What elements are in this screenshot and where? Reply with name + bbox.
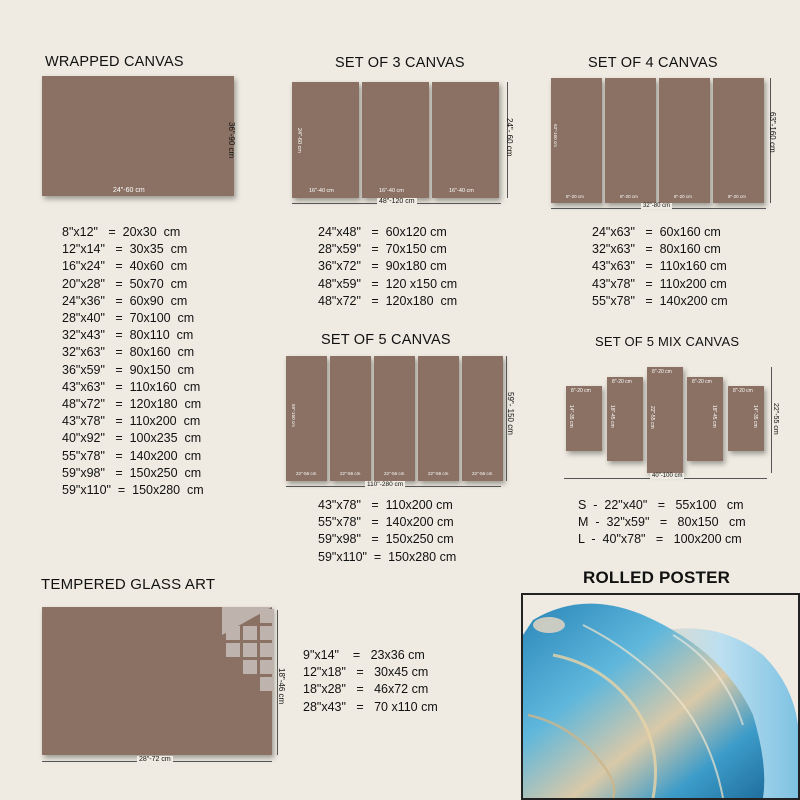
set-of-3-panel-width-label: 16"-40 cm: [309, 188, 334, 194]
size-row: 16"x24" = 40x60 cm: [62, 259, 188, 274]
set-of-4-panel-width-label: 8"-20 cm: [620, 194, 638, 199]
size-row: 28"x59" = 70x150 cm: [318, 242, 447, 257]
wrapped-canvas-height-label: 36"-90 cm: [227, 122, 236, 159]
size-row: 59"x110" = 150x280 cm: [62, 483, 204, 498]
size-row: 36"x59" = 90x150 cm: [62, 362, 195, 377]
set-of-5-title: SET OF 5 CANVAS: [321, 332, 451, 348]
tempered-glass-title: TEMPERED GLASS ART: [41, 576, 216, 593]
set-of-4-panel: [551, 78, 602, 203]
set-of-5-total-height: 59"- 150 cm: [506, 392, 515, 435]
rolled-poster-image: [521, 593, 800, 800]
set-of-5-mix-total-width: 40"-100 cm: [652, 473, 683, 479]
size-row: 24"x36" = 60x90 cm: [62, 293, 188, 308]
size-row: 28"x40" = 70x100 cm: [62, 311, 195, 326]
rolled-poster-marble-art: [523, 595, 798, 798]
set-of-4-panel-height-label: 63"-160 cm: [553, 124, 558, 147]
set-of-5-panel: [374, 356, 415, 481]
set-of-5-mix-size-list: [578, 497, 746, 549]
set-of-4-size-list: [592, 224, 728, 310]
size-row: 24"x48" = 60x120 cm: [318, 225, 447, 239]
size-row: 32"x63" = 80x160 cm: [62, 345, 195, 360]
set-of-5-mix-title: SET OF 5 MIX CANVAS: [595, 334, 740, 349]
size-row: 48"x72" = 120x180 cm: [62, 397, 202, 412]
set-of-5-mix-panel-width-label: 8"-20 cm: [652, 369, 672, 375]
size-row: L - 40"x78" = 100x200 cm: [578, 532, 742, 547]
set-of-5-mix-panel-height-label: 18"-45 cm: [609, 405, 615, 428]
set-of-5-total-width: 110"-280 cm: [367, 481, 404, 488]
tempered-glass-width-label: 28"-72 cm: [139, 756, 171, 763]
size-row: 59"x110" = 150x280 cm: [318, 549, 457, 564]
size-row: 48"x59" = 120 x150 cm: [318, 276, 458, 291]
set-of-3-total-height: 24"- 60 cm: [505, 118, 514, 157]
tempered-glass-height-label: 18"-46 cm: [277, 668, 286, 705]
size-row: 59"x98" = 150x250 cm: [62, 465, 202, 480]
size-row: 43"x63" = 110x160 cm: [592, 259, 727, 274]
set-of-5-panel-width-label: 22"-56 cm: [296, 471, 317, 476]
set-of-5-panel-width-label: 22"-56 cm: [472, 471, 493, 476]
size-row: 55"x78" = 140x200 cm: [592, 293, 728, 308]
set-of-4-panel-width-label: 8"-20 cm: [566, 194, 584, 199]
rolled-poster-title: ROLLED POSTER: [583, 568, 731, 587]
set-of-5-mix-panel-height-label: 14"-35 cm: [568, 404, 574, 428]
size-row: 55"x78" = 140x200 cm: [62, 448, 202, 463]
set-of-5-mix-panel-width-label: 8"-20 cm: [692, 379, 712, 385]
size-row: S - 22"x40" = 55x100 cm: [578, 498, 744, 512]
set-of-5-panel-height-label: 59"-150 cm: [291, 404, 296, 427]
set-of-3-size-list: [318, 224, 457, 310]
set-of-5-mix-panel-height-label: 22"-55 cm: [649, 406, 655, 429]
size-row: 36"x72" = 90x180 cm: [318, 259, 447, 274]
set-of-5-mix-panel-height-label: 14"-35 cm: [752, 404, 758, 428]
set-of-5-size-list: [318, 497, 456, 566]
set-of-3-title: SET OF 3 CANVAS: [335, 55, 465, 71]
set-of-3-panel-height-label: 24"-60 cm: [296, 128, 302, 153]
size-row: 43"x78" = 110x200 cm: [318, 498, 453, 512]
set-of-4-panel: [605, 78, 656, 203]
set-of-5-mix-panel-width-label: 8"-20 cm: [733, 388, 753, 394]
size-row: 43"x78" = 110x200 cm: [62, 414, 201, 429]
set-of-4-title: SET OF 4 CANVAS: [588, 55, 718, 71]
size-row: 55"x78" = 140x200 cm: [318, 515, 454, 530]
size-row: 8"x12" = 20x30 cm: [62, 225, 181, 239]
set-of-4-panel-width-label: 8"-20 cm: [674, 194, 692, 199]
size-row: 43"x63" = 110x160 cm: [62, 379, 201, 394]
set-of-5-mix-panel: [728, 386, 764, 451]
set-of-3-panel-width-label: 16"-40 cm: [379, 188, 404, 194]
size-row: 9"x14" = 23x36 cm: [303, 648, 425, 662]
size-row: 28"x43" = 70 x110 cm: [303, 699, 438, 714]
set-of-4-panel: [713, 78, 764, 203]
set-of-5-mix-panel-width-label: 8"-20 cm: [571, 388, 591, 394]
set-of-5-mix-total-height: 22"-55 cm: [772, 403, 779, 435]
wrapped-canvas-size-list: [62, 224, 204, 499]
set-of-3-panel: [292, 82, 359, 198]
set-of-3-total-width: 48"-120 cm: [379, 198, 415, 205]
set-of-3-panel: [362, 82, 429, 198]
size-row: 24"x63" = 60x160 cm: [592, 225, 721, 239]
size-row: 43"x78" = 110x200 cm: [592, 276, 727, 291]
set-of-5-panel-width-label: 22"-56 cm: [384, 471, 405, 476]
wrapped-canvas-title: WRAPPED CANVAS: [45, 54, 184, 70]
size-row: 18"x28" = 46x72 cm: [303, 682, 429, 697]
set-of-5-mix-panel-height-label: 18"-45 cm: [711, 405, 717, 428]
wrapped-canvas-width-label: 24"-60 cm: [113, 187, 145, 194]
size-row: 20"x28" = 50x70 cm: [62, 276, 188, 291]
set-of-3-panel: [432, 82, 499, 198]
set-of-3-panel-width-label: 16"-40 cm: [449, 188, 474, 194]
size-row: 59"x98" = 150x250 cm: [318, 532, 454, 547]
size-row: M - 32"x59" = 80x150 cm: [578, 515, 746, 530]
set-of-5-panel: [418, 356, 459, 481]
set-of-4-total-width: 32"-80 cm: [643, 203, 671, 209]
size-row: 48"x72" = 120x180 cm: [318, 293, 458, 308]
set-of-5-panel-width-label: 22"-56 cm: [340, 471, 361, 476]
set-of-5-panel-width-label: 22"-56 cm: [428, 471, 449, 476]
set-of-4-panel-width-label: 8"-20 cm: [728, 194, 746, 199]
tempered-glass-size-list: [303, 647, 438, 716]
set-of-5-panel: [330, 356, 371, 481]
glass-reflection-corner: [222, 607, 272, 635]
size-row: 40"x92" = 100x235 cm: [62, 431, 202, 446]
size-row: 12"x18" = 30x45 cm: [303, 665, 429, 680]
set-of-5-mix-panel: [687, 377, 723, 461]
size-row: 32"x43" = 80x110 cm: [62, 328, 194, 343]
wrapped-canvas-panel: [42, 76, 234, 196]
size-row: 32"x63" = 80x160 cm: [592, 242, 721, 257]
size-row: 12"x14" = 30x35 cm: [62, 242, 188, 257]
set-of-5-panel: [462, 356, 503, 481]
set-of-5-mix-panel-width-label: 8"-20 cm: [612, 379, 632, 385]
set-of-4-panel: [659, 78, 710, 203]
set-of-4-total-height: 63"-160 cm: [768, 112, 777, 153]
